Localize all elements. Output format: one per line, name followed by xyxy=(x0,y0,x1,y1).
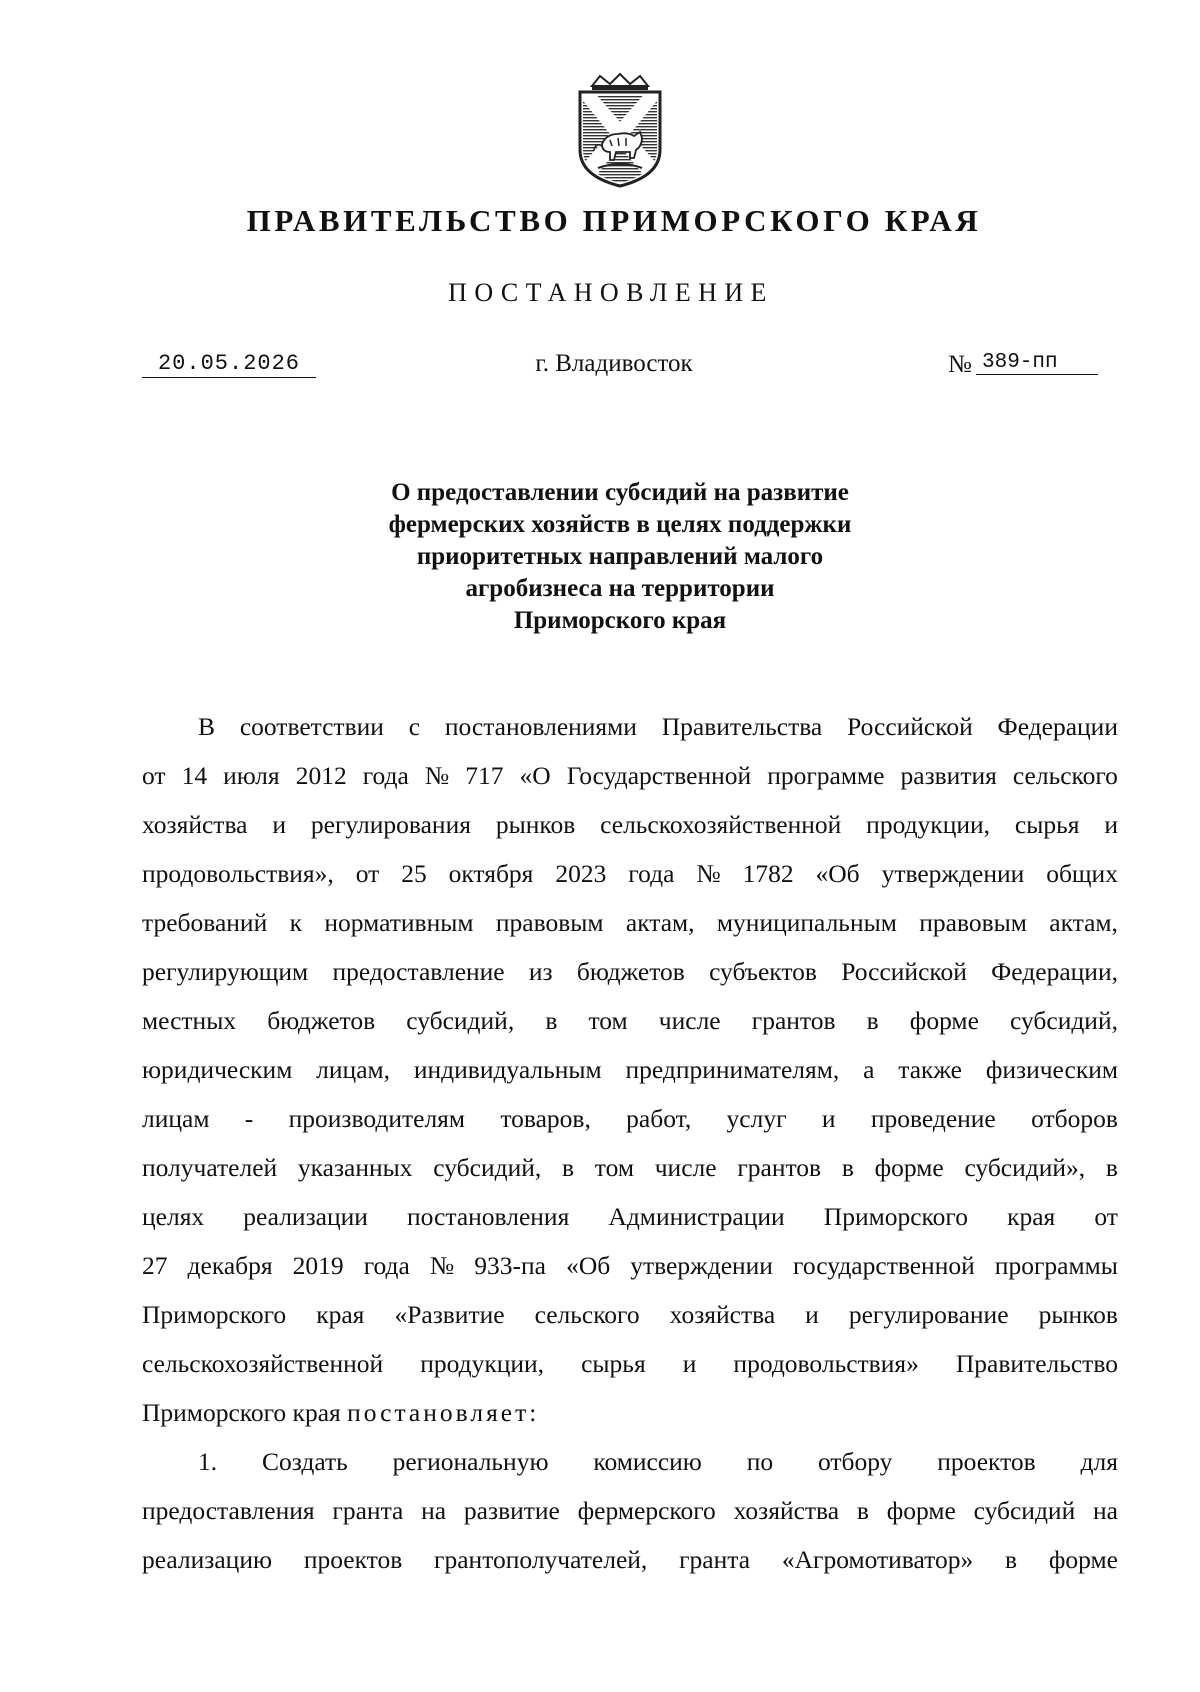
word: 14 xyxy=(181,761,208,790)
word: программе xyxy=(767,761,885,790)
word: 25 xyxy=(401,859,427,888)
word: года xyxy=(628,859,675,888)
word: производителям xyxy=(288,1104,466,1133)
word: форме xyxy=(909,1006,979,1035)
word: «О xyxy=(519,761,551,790)
word: Российской xyxy=(847,712,973,741)
word: целях xyxy=(142,1202,205,1231)
word: субсидий, xyxy=(433,1153,542,1182)
word: регулирования xyxy=(310,810,471,839)
word: от xyxy=(142,761,166,790)
heading-line: фермерских хозяйств в целях поддержки xyxy=(388,511,852,538)
word: на xyxy=(1093,1496,1118,1525)
word: товаров, xyxy=(500,1104,591,1133)
word: продукции, xyxy=(866,810,991,839)
word: постановления xyxy=(407,1202,570,1231)
word: субсидий», xyxy=(964,1153,1086,1182)
word: края xyxy=(316,1300,365,1329)
word: 933-па xyxy=(474,1251,547,1280)
word: утверждении xyxy=(630,1251,773,1280)
word: актам, xyxy=(1049,908,1118,937)
word: бюджетов xyxy=(576,957,685,986)
word: «Об xyxy=(566,1251,611,1280)
body-line xyxy=(142,1045,1118,1094)
document-number-label: № xyxy=(948,351,972,378)
word: правовым xyxy=(919,908,1027,937)
word: октября xyxy=(448,859,534,888)
word: В xyxy=(198,712,216,741)
word: сельскохозяйственной xyxy=(600,810,842,839)
word: услуг xyxy=(726,1104,787,1133)
word: по xyxy=(746,1447,774,1476)
word: из xyxy=(528,957,553,986)
word: от xyxy=(355,859,380,888)
body-line xyxy=(142,849,1118,898)
word: сырья xyxy=(1014,810,1080,839)
word: Правительство xyxy=(955,1349,1118,1378)
word: рынков xyxy=(495,810,576,839)
word: гранта xyxy=(679,1545,751,1574)
word: рынков xyxy=(1038,1300,1118,1329)
word: № xyxy=(424,761,450,790)
coat-of-arms-icon xyxy=(572,72,668,188)
word: 2012 xyxy=(295,761,347,790)
word: субсидий, xyxy=(1010,1006,1118,1035)
word: Правительства xyxy=(661,712,823,741)
word: Администрации xyxy=(608,1202,785,1231)
word: работ, xyxy=(626,1104,692,1133)
word: актам, xyxy=(625,908,695,937)
word: том xyxy=(594,1153,634,1182)
word: общих xyxy=(1046,859,1118,888)
word: субсидий xyxy=(973,1496,1076,1525)
word: предоставление xyxy=(332,957,505,986)
word: для xyxy=(1080,1447,1118,1476)
word: также xyxy=(898,1055,962,1084)
word: государственной xyxy=(793,1251,975,1280)
word: в xyxy=(866,1006,879,1035)
item-line xyxy=(142,1437,1118,1486)
word: требований xyxy=(142,908,268,937)
word: к xyxy=(289,908,302,937)
document-body xyxy=(142,702,1118,1584)
word: местных xyxy=(142,1006,237,1035)
word: и xyxy=(805,1300,819,1329)
word: том xyxy=(588,1006,628,1035)
word: фермерского xyxy=(577,1496,716,1525)
word: лицам, xyxy=(316,1055,391,1084)
word: № xyxy=(429,1251,455,1280)
word: сельскохозяйственной xyxy=(142,1349,384,1378)
word: постановлениями xyxy=(444,712,637,741)
word: программы xyxy=(994,1251,1118,1280)
word: проектов xyxy=(303,1545,403,1574)
word: Российской xyxy=(841,957,967,986)
word: и xyxy=(1104,810,1118,839)
word: регулирующим xyxy=(142,957,309,986)
body-line xyxy=(142,1192,1118,1241)
word: развитие xyxy=(463,1496,560,1525)
word: в xyxy=(1105,1153,1118,1182)
word: региональную xyxy=(392,1447,549,1476)
word: Государственной xyxy=(566,761,752,790)
word: форме xyxy=(886,1496,956,1525)
preamble-paragraph xyxy=(142,702,1118,1437)
word: числе xyxy=(654,1153,717,1182)
word: нормативным xyxy=(324,908,474,937)
word: развития xyxy=(900,761,997,790)
body-line xyxy=(142,702,1118,751)
word: соответствии xyxy=(239,712,384,741)
word: в xyxy=(545,1006,558,1035)
word: 2023 xyxy=(555,859,607,888)
word: гранта xyxy=(332,1496,404,1525)
word: 2019 xyxy=(292,1251,344,1280)
body-line xyxy=(142,1241,1118,1290)
word: грантополучателей, xyxy=(434,1545,648,1574)
word: - xyxy=(244,1104,254,1133)
word: Приморского xyxy=(142,1300,287,1329)
word: лицам xyxy=(142,1104,210,1133)
document-type: ПОСТАНОВЛЕНИЕ xyxy=(448,278,774,307)
word: Создать xyxy=(261,1447,348,1476)
heading-line: О предоставлении субсидий на развитие xyxy=(391,479,849,506)
document-number: 389-пп xyxy=(976,351,1098,375)
word: края xyxy=(1007,1202,1056,1231)
word: Федерации xyxy=(997,712,1118,741)
word: хозяйства xyxy=(669,1300,776,1329)
word: субсидий, xyxy=(406,1006,515,1035)
org-title: ПРАВИТЕЛЬСТВО ПРИМОРСКОГО КРАЯ xyxy=(246,203,982,238)
word: в xyxy=(841,1153,854,1182)
word: и xyxy=(272,810,286,839)
body-line xyxy=(142,1339,1118,1388)
word: реализации xyxy=(243,1202,368,1231)
body-line xyxy=(142,1290,1118,1339)
word: продовольствия» xyxy=(733,1349,919,1378)
word: года xyxy=(362,761,409,790)
body-line xyxy=(142,947,1118,996)
body-line xyxy=(142,1094,1118,1143)
word: сырья xyxy=(581,1349,646,1378)
word: с xyxy=(408,712,421,741)
word: на xyxy=(421,1496,447,1525)
word: в xyxy=(562,1153,575,1182)
word: предоставления xyxy=(142,1496,315,1525)
item-line xyxy=(142,1535,1118,1584)
item-1-paragraph xyxy=(142,1437,1118,1584)
word: 1. xyxy=(198,1447,218,1476)
word: форме xyxy=(874,1153,944,1182)
word: числе xyxy=(658,1006,721,1035)
word: и xyxy=(821,1104,836,1133)
word: предпринимателям, xyxy=(625,1055,840,1084)
item-line xyxy=(142,1486,1118,1535)
word: продукции, xyxy=(420,1349,545,1378)
body-line xyxy=(142,751,1118,800)
word: 1782 xyxy=(742,859,794,888)
word: реализацию xyxy=(142,1545,273,1574)
word: июля xyxy=(223,761,280,790)
word: отборов xyxy=(1031,1104,1118,1133)
word: правовым xyxy=(495,908,604,937)
word: физическим xyxy=(985,1055,1118,1084)
word: «Развитие xyxy=(394,1300,505,1329)
body-line-last xyxy=(142,1388,1118,1437)
body-line xyxy=(142,800,1118,849)
resolves-word: постановляет: xyxy=(347,1398,540,1427)
word: указанных xyxy=(297,1153,413,1182)
word: Федерации, xyxy=(991,957,1118,986)
document-date: 20.05.2026 xyxy=(142,351,316,378)
word: «Об xyxy=(815,859,860,888)
body-last-prefix: Приморского края xyxy=(142,1398,348,1427)
word: от xyxy=(1094,1202,1118,1231)
word: 717 xyxy=(465,761,504,790)
word: 27 xyxy=(142,1251,168,1280)
word: проведение xyxy=(870,1104,996,1133)
word: в xyxy=(856,1496,869,1525)
word: получателей xyxy=(142,1153,278,1182)
word: комиссию xyxy=(593,1447,702,1476)
word: № xyxy=(696,859,721,888)
body-line xyxy=(142,1143,1118,1192)
body-line xyxy=(142,898,1118,947)
word: сельского xyxy=(1012,761,1118,790)
word: отбору xyxy=(817,1447,893,1476)
word: муниципальным xyxy=(716,908,897,937)
word: юридическим xyxy=(142,1055,293,1084)
word: форме xyxy=(1048,1545,1118,1574)
word: хозяйства xyxy=(142,810,248,839)
heading-line: Приморского края xyxy=(513,607,727,634)
word: декабря xyxy=(187,1251,273,1280)
word: индивидуальным xyxy=(413,1055,602,1084)
word: хозяйства xyxy=(733,1496,840,1525)
word: а xyxy=(863,1055,875,1084)
heading-line: агробизнеса на территории xyxy=(465,575,775,602)
word: бюджетов xyxy=(267,1006,376,1035)
word: сельского xyxy=(534,1300,640,1329)
word: грантов xyxy=(751,1006,836,1035)
word: в xyxy=(1005,1545,1018,1574)
document-heading xyxy=(300,477,940,637)
document-city: г. Владивосток xyxy=(535,350,693,377)
word: утверждении xyxy=(881,859,1025,888)
word: и xyxy=(682,1349,697,1378)
heading-line: приоритетных направлений малого xyxy=(416,543,824,570)
word: субъектов xyxy=(709,957,817,986)
word: «Агромотиватор» xyxy=(781,1545,974,1574)
word: грантов xyxy=(737,1153,822,1182)
body-line xyxy=(142,996,1118,1045)
word: продовольствия», xyxy=(142,859,334,888)
word: года xyxy=(363,1251,410,1280)
word: проектов xyxy=(937,1447,1036,1476)
word: Приморского xyxy=(823,1202,968,1231)
word: регулирование xyxy=(848,1300,1009,1329)
